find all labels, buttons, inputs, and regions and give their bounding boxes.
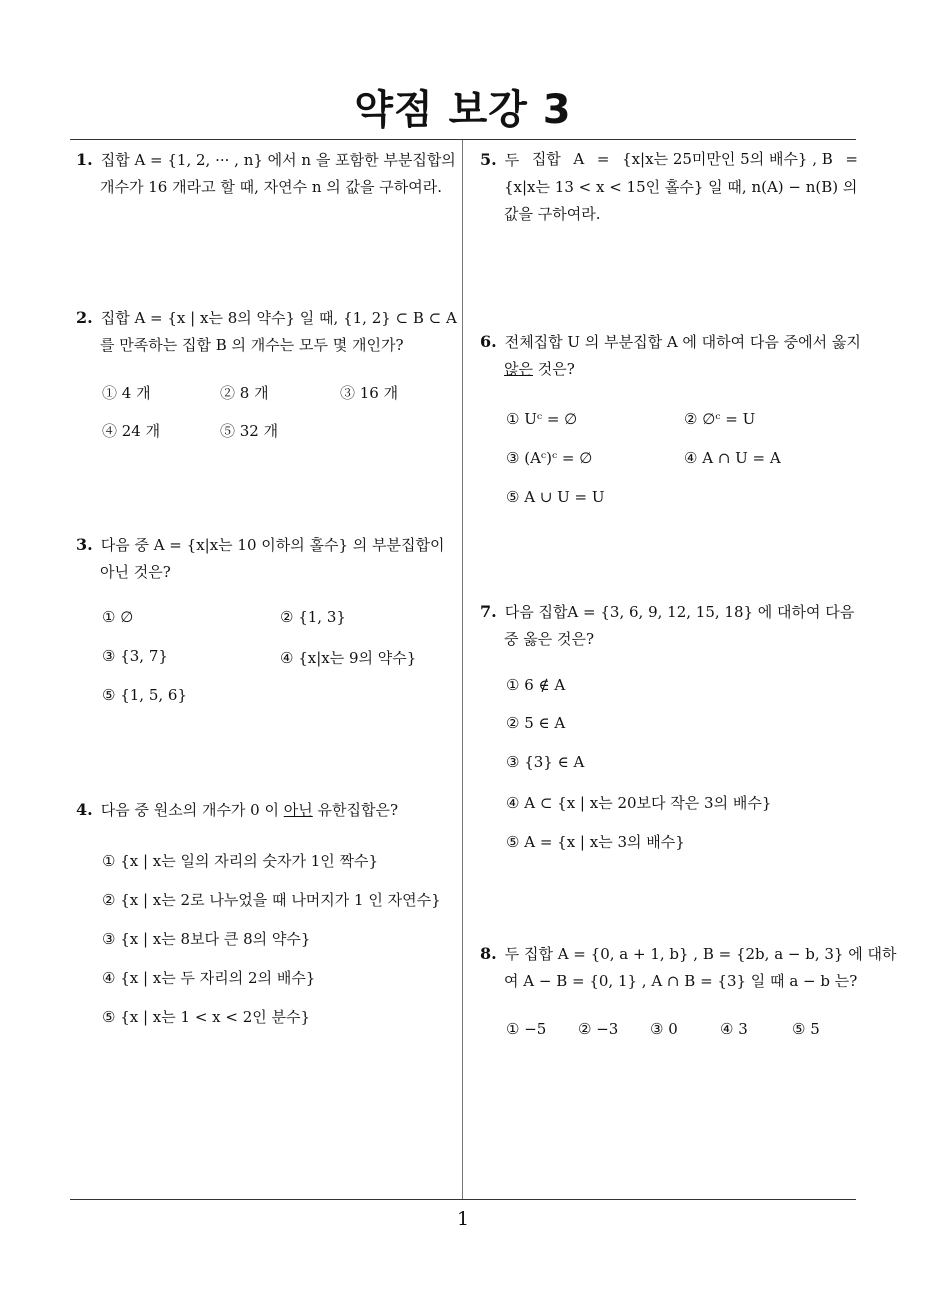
question-text: = (596, 150, 610, 168)
answer-choice-3[interactable]: ③ 16 개 (340, 384, 399, 402)
question-text: 아닌 것은? (100, 563, 171, 581)
answer-choice-2[interactable]: ② −3 (578, 1020, 619, 1038)
answer-choice-1[interactable]: ① Uᶜ = ∅ (506, 410, 578, 428)
answer-choice-2[interactable]: ② 5 ∈ A (506, 714, 566, 732)
question-number: 4. (76, 800, 93, 819)
underlined-word: 아닌 (283, 801, 313, 819)
question-text: 두 집합 A = {0, a + 1, b} , B = {2b, a − b, 3} 에 대하 (504, 945, 897, 963)
question-3 (76, 531, 445, 586)
answer-choice-5[interactable]: ⑤ 32 개 (220, 422, 279, 440)
answer-choice-1[interactable]: ① 6 ∉ A (506, 676, 566, 694)
answer-choice-3[interactable]: ③ {3, 7} (102, 647, 168, 665)
answer-choice-2[interactable]: ② {x | x는 2로 나누었을 때 나머지가 1 인 자연수} (102, 891, 441, 909)
question-text: 다음 중 A = {x|x는 10 이하의 홀수} 의 부분집합이 (100, 536, 445, 554)
question-number: 7. (480, 602, 497, 621)
answer-choice-4[interactable]: ④ 24 개 (102, 422, 161, 440)
question-number: 2. (76, 308, 93, 327)
question-1 (76, 146, 456, 201)
answer-choice-2[interactable]: ② 8 개 (220, 384, 269, 402)
question-text: 집합 A = {x | x는 8의 약수} 일 때, {1, 2} ⊂ B ⊂ A (100, 309, 457, 327)
answer-choice-5[interactable]: ⑤ {x | x는 1 < x < 2인 분수} (102, 1008, 311, 1026)
question-text: 중 옳은 것은? (504, 630, 595, 648)
question-number: 3. (76, 535, 93, 554)
column-divider (462, 140, 463, 1200)
question-4 (76, 796, 398, 824)
question-text: 유한집합은? (312, 801, 399, 819)
answer-choice-1[interactable]: ① ∅ (102, 608, 134, 626)
question-7 (480, 598, 854, 653)
question-number: 8. (480, 944, 497, 963)
question-number: 6. (480, 332, 497, 351)
question-2 (76, 304, 457, 359)
question-8 (480, 940, 896, 995)
question-text: 값을 구하여라. (504, 205, 601, 223)
answer-choice-4[interactable]: ④ A ∩ U = A (684, 449, 781, 467)
question-text: 전체집합 U 의 부분집합 A 에 대하여 다음 중에서 옳지 (504, 333, 861, 351)
question-text: 다음 중 원소의 개수가 0 이 (100, 801, 284, 819)
page-number: 1 (456, 1208, 470, 1230)
answer-choice-5[interactable]: ⑤ A ∪ U = U (506, 488, 605, 506)
question-number: 1. (76, 150, 93, 169)
answer-choice-2[interactable]: ② {1, 3} (280, 608, 346, 626)
question-text: 집합 (531, 150, 561, 168)
question-text: 두 (504, 151, 520, 169)
question-text: A (573, 150, 585, 168)
answer-choice-1[interactable]: ① −5 (506, 1020, 547, 1038)
question-5 (480, 146, 858, 228)
answer-choice-4[interactable]: ④ {x | x는 두 자리의 2의 배수} (102, 969, 316, 987)
question-text: 것은? (532, 360, 575, 378)
page-title: 약점 보강 3 (354, 87, 572, 133)
question-text: 여 A − B = {0, 1} , A ∩ B = {3} 일 때 a − b 는? (504, 972, 858, 990)
answer-choice-4[interactable]: ④ {x|x는 9의 약수} (280, 649, 417, 667)
question-text: {x|x는 25미만인 5의 배수} , B (622, 150, 833, 168)
question-text: {x|x는 13 < x < 15인 홀수} 일 때, n(A) − n(B) 의 (504, 178, 858, 196)
answer-choice-1[interactable]: ① 4 개 (102, 384, 151, 402)
question-6 (480, 328, 861, 383)
answer-choice-3[interactable]: ③ {x | x는 8보다 큰 8의 약수} (102, 930, 311, 948)
answer-choice-1[interactable]: ① {x | x는 일의 자리의 숫자가 1인 짝수} (102, 852, 379, 870)
answer-choice-3[interactable]: ③ {3} ∈ A (506, 753, 585, 771)
question-text: = (845, 150, 858, 168)
question-text: 개수가 16 개라고 할 때, 자연수 n 의 값을 구하여라. (100, 178, 443, 196)
answer-choice-3[interactable]: ③ 0 (650, 1020, 678, 1038)
answer-choice-4[interactable]: ④ A ⊂ {x | x는 20보다 작은 3의 배수} (506, 794, 772, 812)
answer-choice-5[interactable]: ⑤ A = {x | x는 3의 배수} (506, 833, 685, 851)
answer-choice-3[interactable]: ③ (Aᶜ)ᶜ = ∅ (506, 449, 593, 467)
question-text: 다음 집합A = {3, 6, 9, 12, 15, 18} 에 대하여 다음 (504, 603, 855, 621)
bottom-rule (70, 1199, 856, 1200)
underlined-word: 않은 (504, 360, 533, 378)
question-text: 를 만족하는 집합 B 의 개수는 모두 몇 개인가? (100, 336, 404, 354)
answer-choice-5[interactable]: ⑤ 5 (792, 1020, 820, 1038)
answer-choice-2[interactable]: ② ∅ᶜ = U (684, 410, 756, 428)
question-text: 집합 A = {1, 2, ··· , n} 에서 n 을 포함한 부분집합의 (100, 151, 456, 169)
question-number: 5. (480, 150, 497, 169)
answer-choice-4[interactable]: ④ 3 (720, 1020, 748, 1038)
top-rule (70, 139, 856, 140)
answer-choice-5[interactable]: ⑤ {1, 5, 6} (102, 686, 188, 704)
